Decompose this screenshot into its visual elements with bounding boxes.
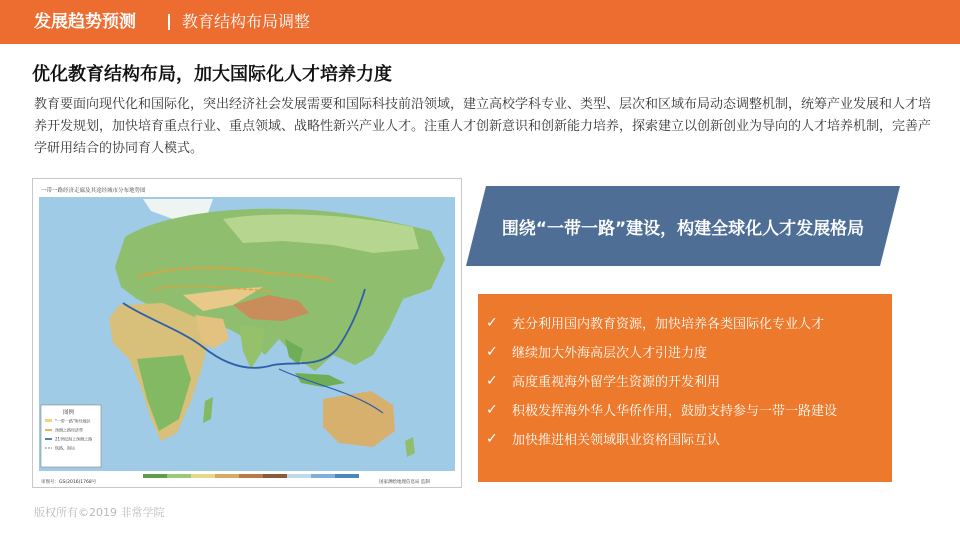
section-title: 发展趋势预测 <box>34 12 136 32</box>
list-item <box>486 395 892 424</box>
legend-item: 丝绸之路经济带 <box>55 427 83 433</box>
belt-road-banner <box>466 186 900 266</box>
section-subtitle: 教育结构布局调整 <box>182 12 311 31</box>
legend-item: 铁路、海运 <box>55 445 75 451</box>
measures-box <box>478 294 892 482</box>
header-bar <box>0 0 960 44</box>
checkmark-icon: ✓ <box>486 314 498 331</box>
measure-text: 充分利用国内教育资源，加快培养各类国际化专业人才 <box>512 317 825 332</box>
world-map-icon <box>32 178 462 488</box>
intro-paragraph: 教育要面向现代化和国际化，突出经济社会发展需要和国际科技前沿领域，建立高校学科专业、类型、层次和区域布局动态调整机制，统筹产业发展和人才培养开发规划，加快培育重点行业、重点领域、战略性新兴产业人才。注重人才创新意识和创新能力培养，探索建立以创新创业为导向的人才培养机制，完善产学研用结合的协同育人模式。 <box>34 97 932 156</box>
map-publisher: 国家测绘地理信息局 监制 <box>379 480 430 485</box>
legend-title: 图例 <box>63 410 75 416</box>
banner-text: 围绕“一带一路”建设，构建全球化人才发展格局 <box>501 218 865 239</box>
measure-text: 加快推进相关领域职业资格国际互认 <box>512 433 721 448</box>
review-number: 审图号：GS(2016)1768号 <box>41 480 97 485</box>
copyright-footer: 版权所有©2019 非常学院 <box>34 506 165 519</box>
map-caption: 一带一路经济走廊及其途经城市分布地势图 <box>41 188 146 194</box>
checkmark-icon: ✓ <box>486 430 498 447</box>
page-title: 优化教育结构布局，加大国际化人才培养力度 <box>32 64 392 85</box>
checkmark-icon: ✓ <box>486 401 498 418</box>
list-item <box>486 337 892 366</box>
measure-text: 高度重视海外留学生资源的开发利用 <box>512 375 721 390</box>
checkmark-icon: ✓ <box>486 372 498 389</box>
list-item <box>486 366 892 395</box>
list-item <box>486 308 892 337</box>
header-divider <box>168 14 170 30</box>
measure-text: 积极发挥海外华人华侨作用，鼓励支持参与一带一路建设 <box>512 404 838 419</box>
legend-item: 21世纪海上丝绸之路 <box>55 436 93 442</box>
list-item <box>486 424 892 453</box>
checkmark-icon: ✓ <box>486 343 498 360</box>
measures-list <box>478 294 892 453</box>
legend-item: "一带一路"所经地区 <box>55 418 91 424</box>
measure-text: 继续加大外海高层次人才引进力度 <box>512 346 708 361</box>
